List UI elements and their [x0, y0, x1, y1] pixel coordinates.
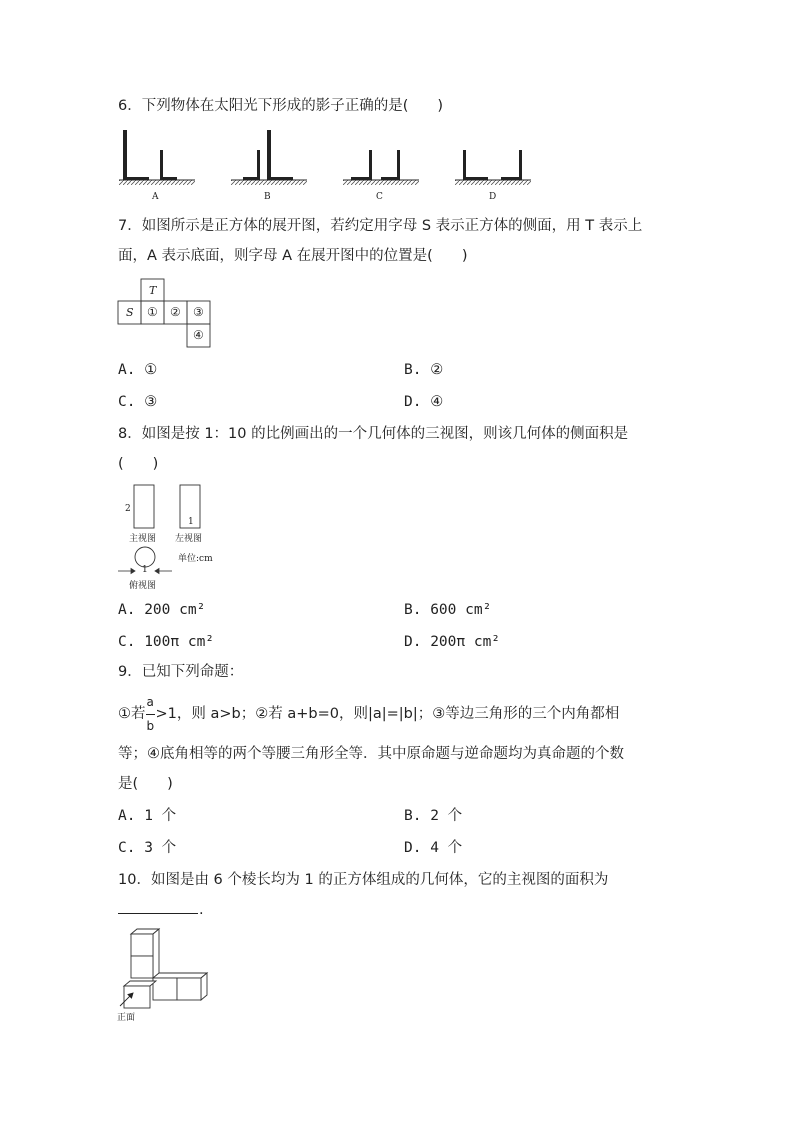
- q7-net-cell-3: ③: [193, 305, 204, 319]
- q10-front-label: 正面: [117, 1013, 136, 1023]
- q8-front-dim: 2: [125, 504, 131, 514]
- q9-line3: 是( ): [118, 776, 173, 792]
- q6-label-d: D: [489, 192, 497, 202]
- q10-cube-figure: [118, 928, 208, 1008]
- q10-blank-end: .: [199, 902, 204, 918]
- q8-stem-line2: ( ): [118, 456, 159, 472]
- q7-option-a: A. ①: [118, 362, 158, 378]
- q7-net-bottom: ④: [193, 328, 204, 342]
- q7-option-b: B. ②: [404, 362, 444, 378]
- q10-stem: 10．如图是由 6 个棱长均为 1 的正方体组成的几何体，它的主视图的面积为: [118, 872, 609, 888]
- q6-option-a-figure: [119, 130, 195, 185]
- q6-option-b-figure: [231, 130, 307, 185]
- q8-left-caption: 左视图: [175, 534, 203, 544]
- q7-net-cell-2: ②: [170, 305, 181, 319]
- q8-option-d: D. 200π cm²: [404, 634, 501, 650]
- q6-option-d-figure: [455, 150, 531, 185]
- q6-label-b: B: [264, 192, 271, 202]
- q9-option-c: C. 3 个: [118, 840, 177, 856]
- q7-net-cell-s: S: [126, 306, 134, 319]
- q10-answer-blank[interactable]: [118, 912, 198, 914]
- q8-front-caption: 主视图: [129, 534, 157, 544]
- q6-option-c-figure: [343, 150, 419, 185]
- q8-option-c: C. 100π cm²: [118, 634, 215, 650]
- q9-frac-num: a: [146, 695, 154, 709]
- q9-line1-pre: ①若: [118, 706, 146, 722]
- q8-top-caption: 俯视图: [129, 581, 157, 591]
- q6-label-a: A: [152, 192, 159, 202]
- q8-stem-line1: 8．如图是按 1：10 的比例画出的一个几何体的三视图，则该几何体的侧面积是: [118, 426, 629, 442]
- q9-frac-den: b: [146, 719, 155, 733]
- q9-line1: [118, 695, 620, 733]
- q9-option-d: D. 4 个: [404, 840, 463, 856]
- q9-stem: 9．已知下列命题：: [118, 664, 244, 680]
- q8-unit-label: 单位:cm: [178, 554, 213, 564]
- q9-line1-post: >1，则 a>b；②若 a+b=0，则|a|=|b|；③等边三角形的三个内角都相: [155, 706, 620, 722]
- q8-left-dim: 1: [188, 517, 194, 527]
- q9-line2: 等；④底角相等的两个等腰三角形全等．其中原命题与逆命题均为真命题的个数: [118, 746, 624, 762]
- q9-frac-bar: [146, 714, 155, 715]
- q6-figure: [115, 125, 535, 205]
- q8-top-dim: 1: [142, 565, 148, 575]
- q7-option-d: D. ④: [404, 394, 444, 410]
- q8-option-b: B. 600 cm²: [404, 602, 492, 618]
- q6-stem: 6．下列物体在太阳光下形成的影子正确的是( ): [118, 98, 444, 114]
- q6-label-c: C: [376, 192, 383, 202]
- q9-option-a: A. 1 个: [118, 808, 177, 824]
- q9-option-b: B. 2 个: [404, 808, 463, 824]
- q7-net-top: T: [149, 284, 157, 297]
- q7-net-cell-1: ①: [147, 305, 158, 319]
- q7-stem-line1: 7．如图所示是正方体的展开图，若约定用字母 S 表示正方体的侧面，用 T 表示上: [118, 218, 643, 234]
- q9-fraction: [146, 695, 156, 733]
- q8-option-a: A. 200 cm²: [118, 602, 206, 618]
- q7-option-c: C. ③: [118, 394, 158, 410]
- q7-stem-line2: 面，A 表示底面，则字母 A 在展开图中的位置是( ): [118, 248, 468, 264]
